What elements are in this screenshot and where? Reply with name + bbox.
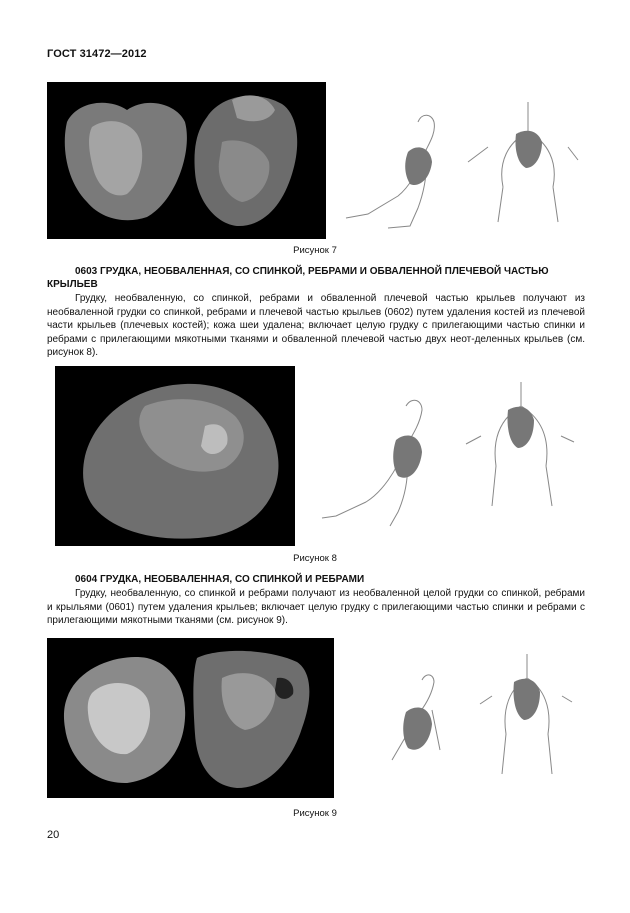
figure-9-photo — [47, 638, 334, 798]
section-0603-title: 0603 ГРУДКА, НЕОБВАЛЕННАЯ, СО СПИНКОЙ, РЕБРАМИ И ОБВАЛЕННОЙ ПЛЕЧЕВОЙ ЧАСТЬЮ КРЫЛЬЕВ — [47, 266, 549, 290]
figure-7-photo — [47, 82, 326, 239]
figure-9-caption: Рисунок 9 — [293, 808, 337, 819]
figure-9-skeleton-diagram — [352, 650, 574, 782]
section-0604-title: 0604 ГРУДКА, НЕОБВАЛЕННАЯ, СО СПИНКОЙ И РЕБРАМИ — [75, 574, 365, 585]
figure-7-caption: Рисунок 7 — [293, 245, 337, 256]
section-0604-body: Грудку, необваленную, со спинкой и ребрами получают из необваленной целой грудки со спинкой, ребрами и крыльями (0601) путем удаления крыльев; включает целую грудку с прилегающими частью спинки и ребрами с прилегающими мякотными тканями (см. рисунок 9). — [47, 588, 585, 626]
document-header: ГОСТ 31472—2012 — [47, 48, 147, 60]
figure-8-photo — [55, 366, 295, 546]
section-0603-body: Грудку, необваленную, со спинкой, ребрами и обваленной плечевой частью крыльев получают из необваленной грудки со спинкой, ребрами и плечевой частью крыльев (0602) путем удаления костей из плечевой части крыльев (плечевых костей); кожа шеи удалена; включает целую грудку с прилегающими частью спинки и ребрами с прилегающими мякотными тканями и обваленной плечевой частью двух неот-деленных крыльев (см. рисунок 8). — [47, 293, 585, 358]
figure-8-caption: Рисунок 8 — [293, 553, 337, 564]
page-number: 20 — [47, 829, 60, 841]
figure-8-skeleton-diagram — [316, 376, 578, 536]
figure-7-skeleton-diagram — [338, 92, 580, 234]
